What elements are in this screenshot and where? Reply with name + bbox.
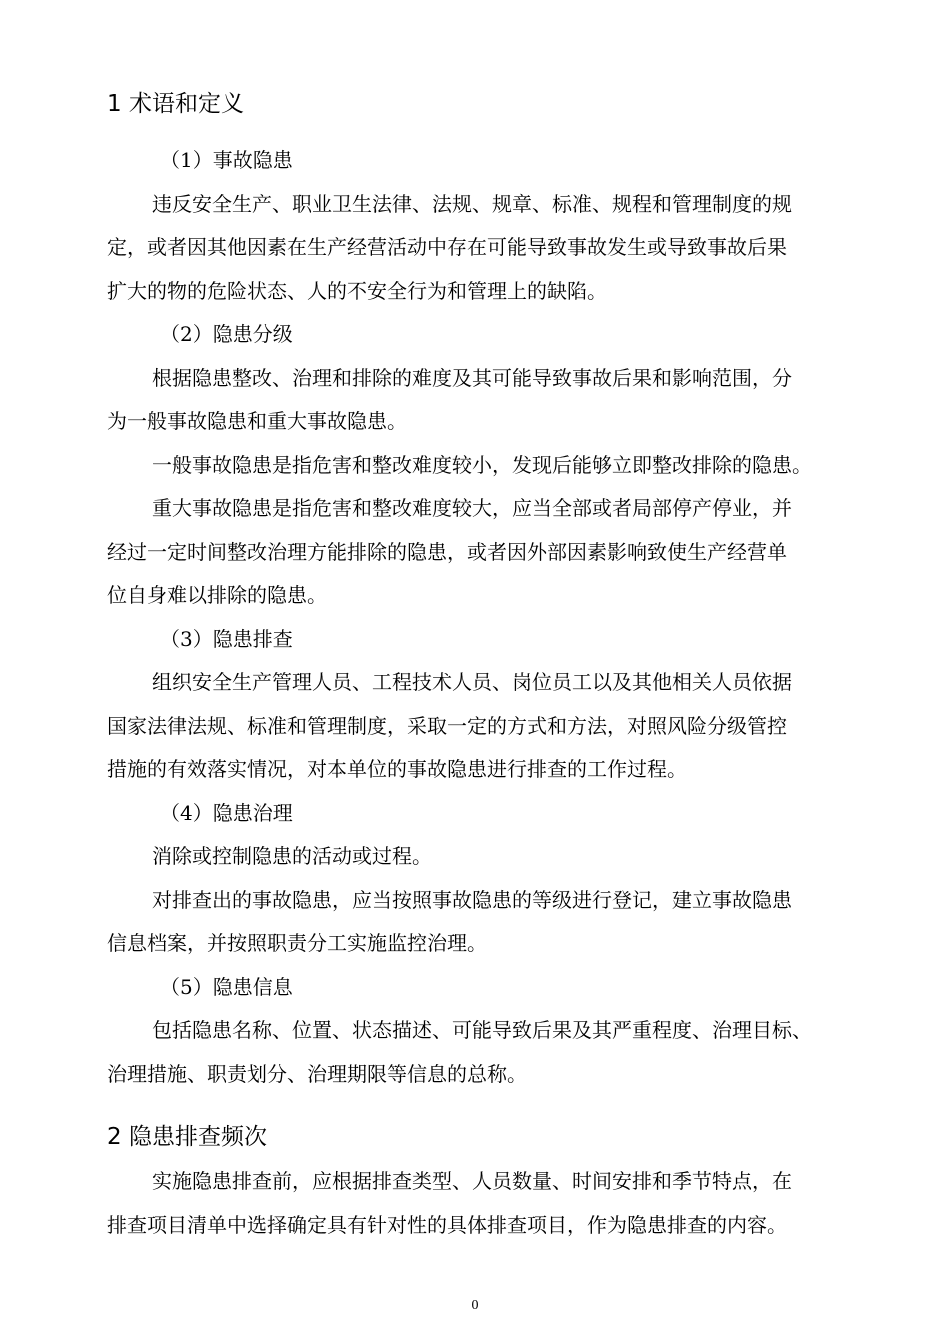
- term-3-heading: （3）隐患排查: [160, 626, 293, 651]
- section-2-body: [107, 1160, 877, 1247]
- section-1-heading: 1 术语和定义: [107, 91, 244, 117]
- paragraph-line: 对排查出的事故隐患，应当按照事故隐患的等级进行登记，建立事故隐患: [152, 887, 792, 912]
- paragraph-line: 根据隐患整改、治理和排除的难度及其可能导致事故后果和影响范围，分: [152, 365, 792, 390]
- paragraph-line: 位自身难以排除的隐患。: [107, 583, 327, 607]
- term-5-heading: （5）隐患信息: [160, 974, 293, 999]
- paragraph-line: 定，或者因其他因素在生产经营活动中存在可能导致事故发生或导致事故后果: [107, 235, 787, 259]
- paragraph-line: 排查项目清单中选择确定具有针对性的具体排查项目，作为隐患排查的内容。: [107, 1212, 787, 1237]
- paragraph-line: 包括隐患名称、位置、状态描述、可能导致后果及其严重程度、治理目标、: [152, 1018, 812, 1042]
- paragraph-line: 组织安全生产管理人员、工程技术人员、岗位员工以及其他相关人员依据: [152, 670, 792, 694]
- paragraph-line: 一般事故隐患是指危害和整改难度较小，发现后能够立即整改排除的隐患。: [152, 452, 812, 477]
- paragraph-line: 信息档案，并按照职责分工实施监控治理。: [107, 931, 487, 955]
- term-2-heading: （2）隐患分级: [160, 322, 293, 346]
- paragraph-line: 重大事故隐患是指危害和整改难度较大，应当全部或者局部停产停业，并: [152, 496, 792, 520]
- section-2-heading: 2 隐患排查频次: [107, 1124, 267, 1150]
- paragraph-line: 违反安全生产、职业卫生法律、法规、规章、标准、规程和管理制度的规: [152, 191, 792, 216]
- paragraph-line: 国家法律法规、标准和管理制度，采取一定的方式和方法，对照风险分级管控: [107, 713, 787, 738]
- term-4-heading: （4）隐患治理: [160, 800, 293, 825]
- page-number: 0: [471, 1298, 479, 1313]
- term-1-heading: （1）事故隐患: [160, 148, 293, 172]
- paragraph-line: 消除或控制隐患的活动或过程。: [152, 844, 432, 868]
- paragraph-line: 经过一定时间整改治理方能排除的隐患，或者因外部因素影响致使生产经营单: [107, 539, 787, 564]
- section-1-body: [107, 139, 877, 1096]
- paragraph-line: 治理措施、职责划分、治理期限等信息的总称。: [107, 1061, 527, 1086]
- paragraph-line: 扩大的物的危险状态、人的不安全行为和管理上的缺陷。: [107, 278, 607, 303]
- paragraph-line: 为一般事故隐患和重大事故隐患。: [107, 409, 407, 433]
- paragraph-line: 实施隐患排查前，应根据排查类型、人员数量、时间安排和季节特点，在: [152, 1169, 792, 1193]
- paragraph-line: 措施的有效落实情况，对本单位的事故隐患进行排查的工作过程。: [107, 757, 687, 781]
